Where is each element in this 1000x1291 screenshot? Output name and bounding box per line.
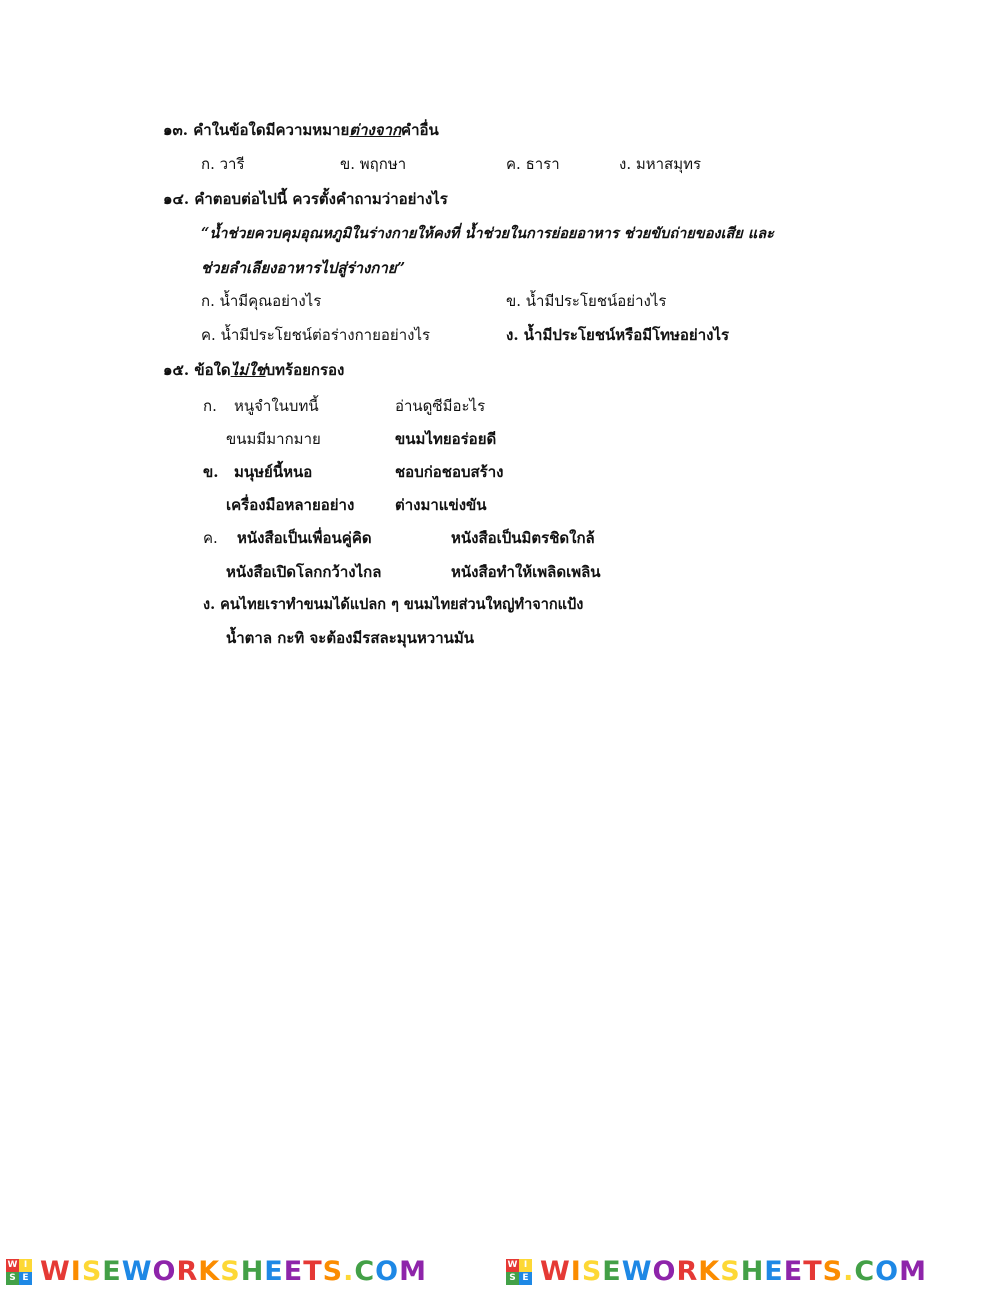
option-a-label[interactable]: ก. [203,397,217,415]
option-d-line1[interactable]: ง. คนไทยเราทำขนมได้แปลก ๆ ขนมไทยส่วนใหญ่ทำจากแป้ง [203,596,584,613]
brand-text[interactable] [40,1257,427,1287]
brand-letter: M [399,1256,427,1287]
brand-block [500,1257,1000,1287]
option-a[interactable]: ก. น้ำมีคุณอย่างไร [201,292,322,310]
option-b-line1-left: มนุษย์นี้หนอ [234,463,313,481]
option-c-label[interactable]: ค. [203,529,218,547]
brand-letter: W [121,1256,153,1287]
option-a-line2-left: ขนมมีมากมาย [226,430,321,448]
logo-letter: S [6,1272,19,1285]
brand-letter: T [303,1256,323,1287]
option-c-line2-left: หนังสือเปิดโลกกว้างไกล [226,563,382,581]
brand-letter: H [240,1256,265,1287]
brand-letter: C [854,1256,876,1287]
option-a[interactable]: ก. วารี [201,155,245,173]
brand-letter: E [264,1256,284,1287]
logo-letter: W [7,1260,18,1270]
option-b-label[interactable]: ข. [203,463,219,481]
logo-letter: E [19,1272,32,1285]
brand-letter: E [102,1256,122,1287]
option-b-line2-left: เครื่องมือหลายอย่าง [226,496,355,514]
question-14 [163,189,448,209]
option-c-line2-right: หนังสือทำให้เพลิดเพลิน [451,563,601,581]
option-d[interactable]: ง. มหาสมุทร [619,155,702,173]
brand-letter: E [283,1256,304,1287]
brand-letter: I [70,1256,82,1287]
logo-letter: E [519,1272,532,1285]
logo-letter: I [19,1259,32,1272]
logo-letter: I [519,1259,532,1272]
emphasis-text: ต่างจาก [349,121,402,139]
brand-letter: S [81,1256,103,1287]
question-prompt-end: คำอื่น [401,121,439,139]
footer-banner [0,1256,1000,1288]
question-number: ๑๕. [163,361,190,379]
brand-letter: T [803,1256,823,1287]
option-c-line1-left: หนังสือเป็นเพื่อนคู่คิด [237,529,372,547]
question-number: ๑๔. [163,190,190,208]
brand-letter: E [602,1256,622,1287]
quote-line-2: ช่วยลำเลียงอาหารไปสู่ร่างกาย” [201,259,406,277]
quote-line-1: “น้ำช่วยควบคุมอุณหภูมิในร่างกายให้คงที่ น้ำช่วยในการย่อยอาหาร ช่วยขับถ่ายของเสีย และ [201,225,774,242]
option-c[interactable]: ค. ธารา [506,155,560,173]
brand-letter: O [652,1256,677,1287]
brand-letter: S [581,1256,603,1287]
question-number: ๑๓. [163,121,188,139]
question-prompt: ข้อใด [194,361,231,379]
brand-letter: C [354,1256,376,1287]
option-a-line2-right: ขนมไทยอร่อยดี [395,430,497,448]
brand-letter: O [152,1256,177,1287]
brand-logo-icon [506,1259,532,1285]
option-b[interactable]: ข. พฤกษา [340,155,407,173]
brand-letter: M [899,1256,927,1287]
brand-letter: W [540,1256,571,1287]
option-a-line1-left: หนูจำในบทนี้ [234,397,319,415]
question-prompt-end: บทร้อยกรอง [265,361,345,379]
brand-letter: K [198,1256,221,1287]
brand-letter: W [621,1256,653,1287]
brand-letter: H [740,1256,765,1287]
question-prompt: คำตอบต่อไปนี้ ควรตั้งคำถามว่าอย่างไร [194,190,448,208]
brand-letter: E [764,1256,784,1287]
brand-letter: R [676,1256,699,1287]
option-b[interactable]: ข. น้ำมีประโยชน์อย่างไร [506,292,667,310]
logo-letter: S [506,1272,519,1285]
brand-letter: S [822,1256,844,1287]
brand-letter: O [875,1256,900,1287]
option-c[interactable]: ค. น้ำมีประโยชน์ต่อร่างกายอย่างไร [201,326,431,344]
option-c-line1-right: หนังสือเป็นมิตรชิดใกล้ [451,529,595,547]
brand-letter: K [698,1256,721,1287]
question-13 [163,120,439,140]
option-b-line2-right: ต่างมาแข่งขัน [395,496,487,514]
brand-letter: S [322,1256,344,1287]
option-b-line1-right: ชอบก่อชอบสร้าง [395,463,504,481]
emphasis-text: ไม่ใช่ [230,361,266,379]
logo-letter: W [507,1260,518,1270]
option-a-line1-right: อ่านดูซีมีอะไร [395,397,486,415]
brand-letter: . [343,1256,355,1287]
question-15 [163,360,344,380]
brand-letter: I [570,1256,582,1287]
brand-letter: . [843,1256,855,1287]
brand-letter: S [720,1256,741,1287]
brand-letter: R [176,1256,199,1287]
brand-letter: W [40,1256,71,1287]
brand-letter: S [220,1256,241,1287]
option-d[interactable]: ง. น้ำมีประโยชน์หรือมีโทษอย่างไร [506,326,730,344]
option-d-line2: น้ำตาล กะทิ จะต้องมีรสละมุนหวานมัน [226,629,475,647]
brand-block [0,1257,500,1287]
brand-text[interactable] [540,1257,927,1287]
brand-letter: O [375,1256,400,1287]
brand-letter: E [783,1256,804,1287]
question-prompt: คำในข้อใดมีความหมาย [193,121,350,139]
brand-logo-icon [6,1259,32,1285]
